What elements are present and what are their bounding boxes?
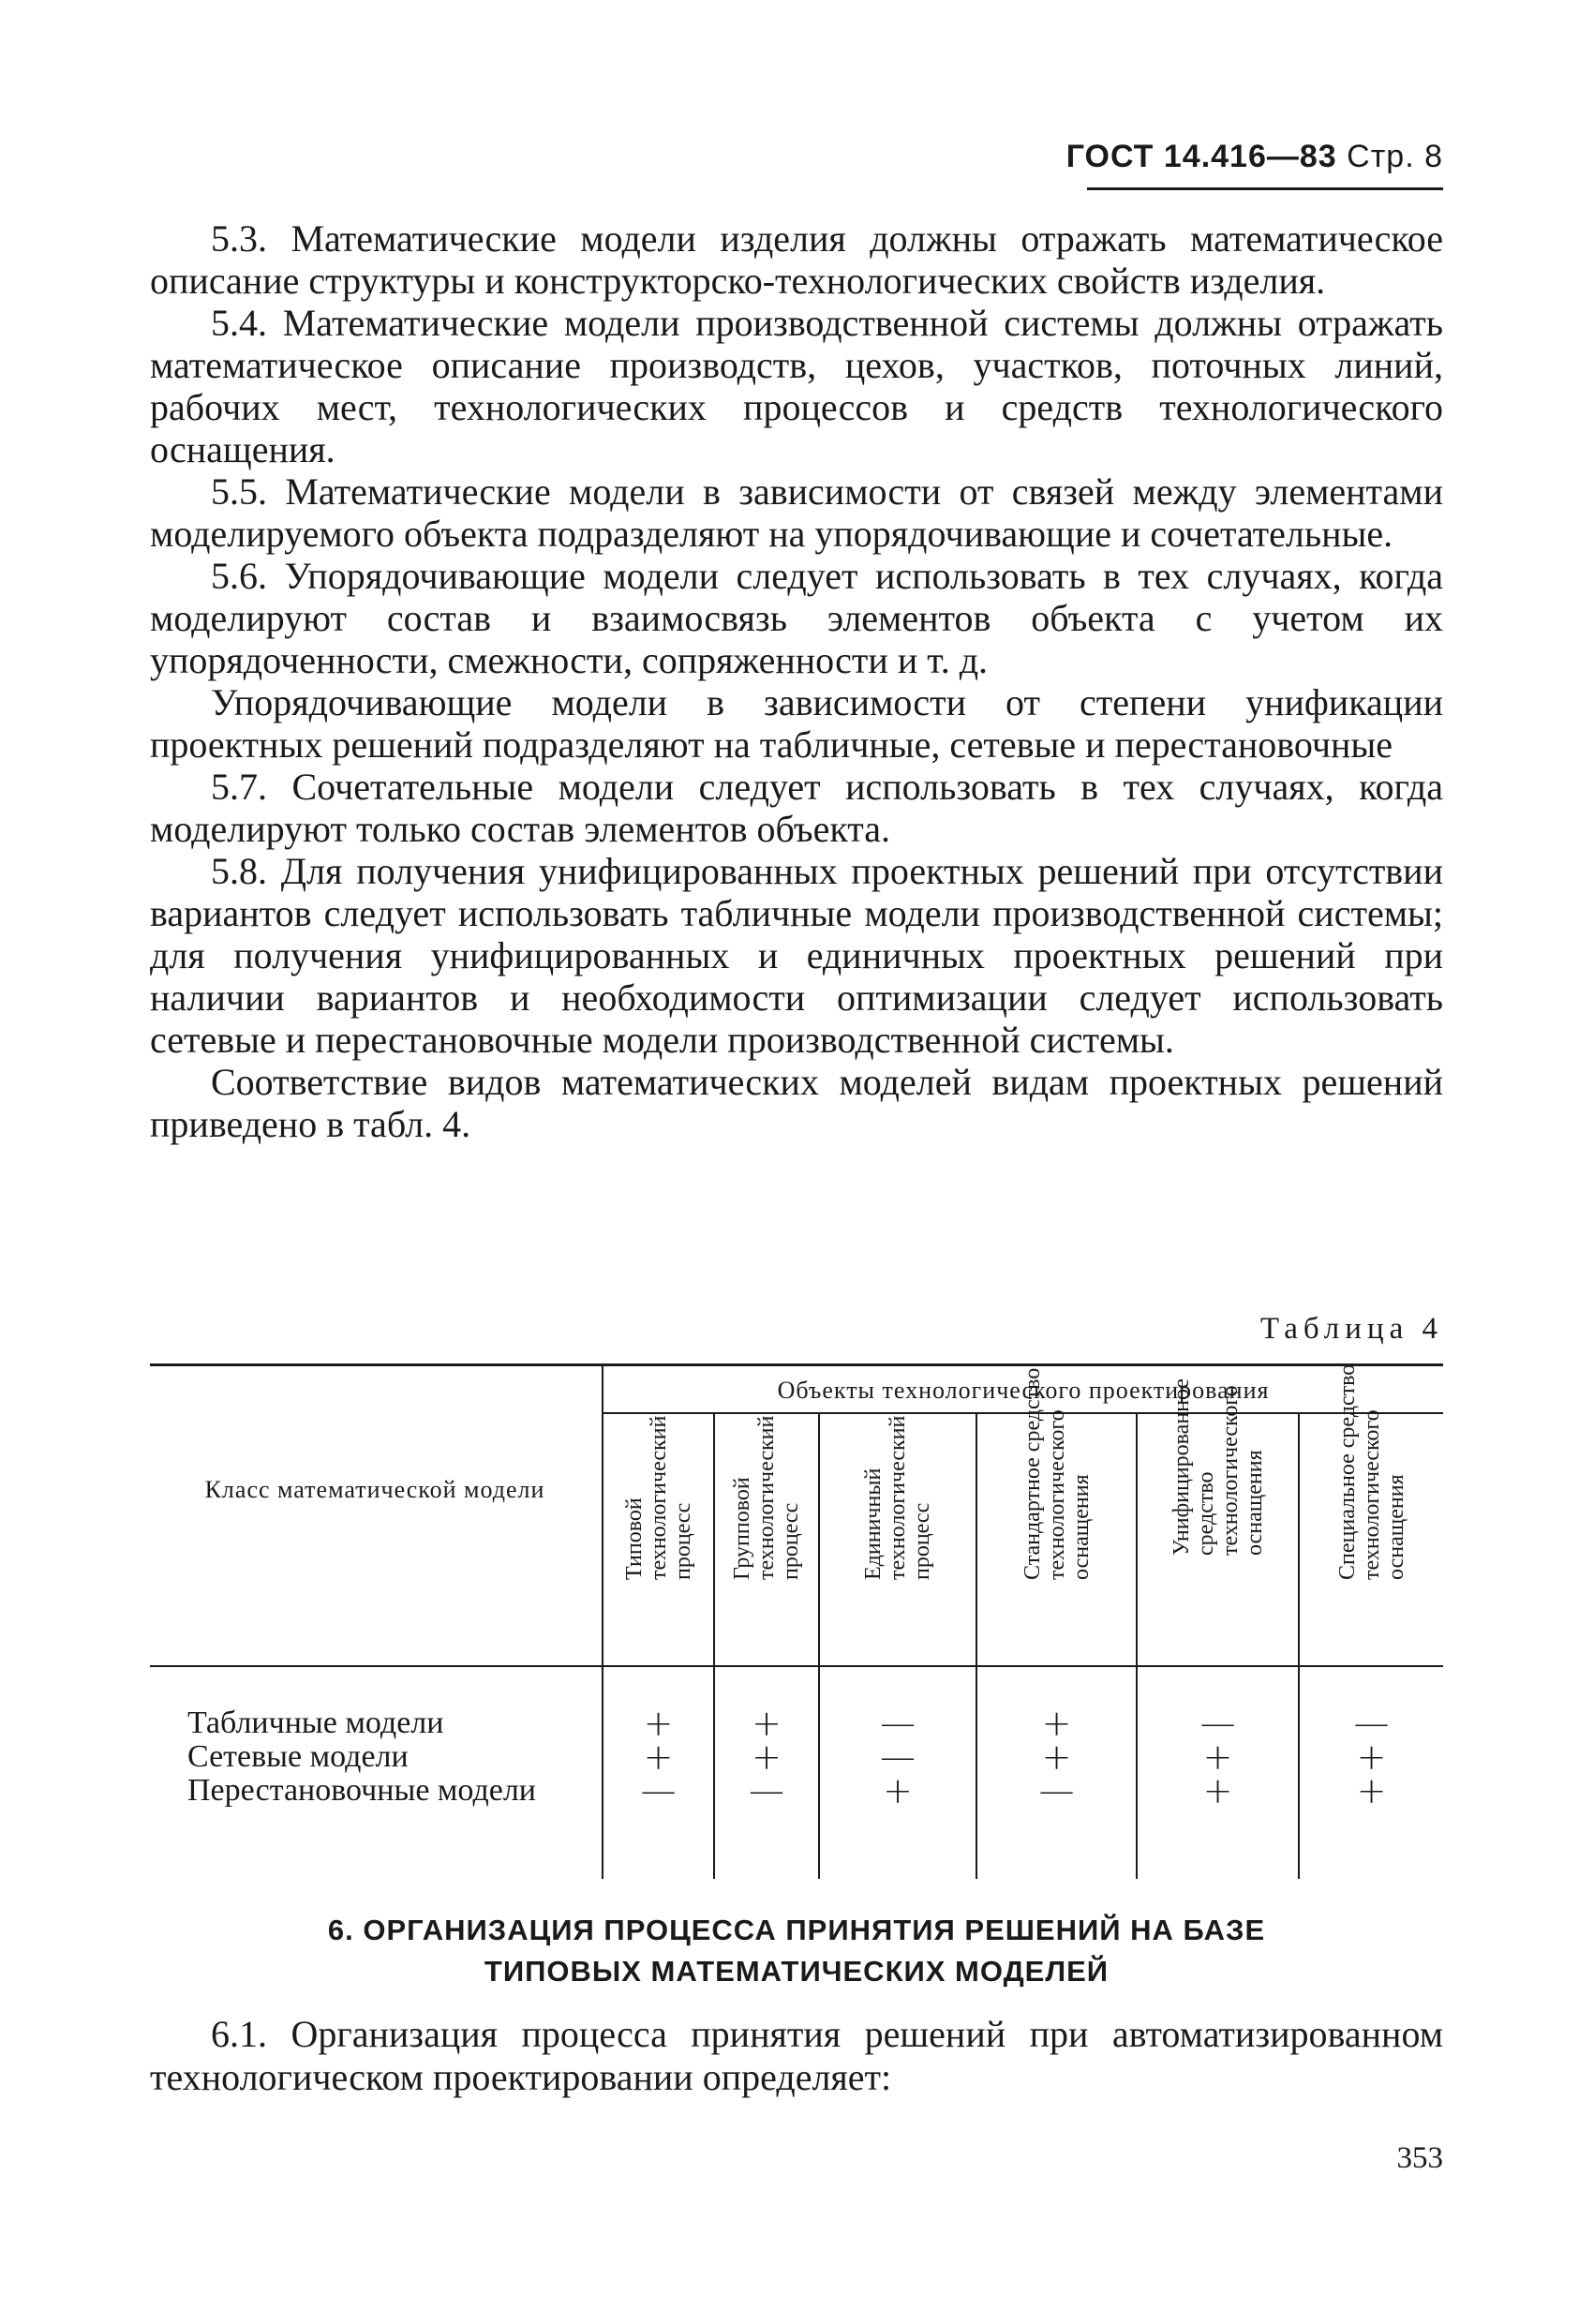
page-label: Стр. 8 xyxy=(1347,139,1443,174)
table-title: Таблица 4 xyxy=(1259,1312,1443,1346)
column-header-text: Единичный технологический процесс xyxy=(861,1415,934,1580)
column-header-text: Групповой технологический процесс xyxy=(730,1415,803,1580)
section-heading xyxy=(150,1910,1443,1992)
column-header-text: Стандартное средство технологического оснащения xyxy=(1020,1367,1094,1580)
paragraph: 5.6. Упорядочивающие модели следует использовать в тех случаях, когда моделируют состав и взаимосвязь элементов объекта с учетом их упорядоченности, смежности, сопряженности и т. д. xyxy=(150,555,1443,681)
row-label: Сетевые модели xyxy=(187,1739,409,1774)
table-cell: + xyxy=(883,1770,913,1811)
table-cell: + xyxy=(643,1703,674,1744)
section-heading-line: ТИПОВЫХ МАТЕМАТИЧЕСКИХ МОДЕЛЕЙ xyxy=(484,1955,1110,1988)
paragraph: 5.3. Математические модели изделия должны отражать математическое описание структуры и конструкторско-технологических свойств изделия. xyxy=(150,217,1443,302)
table-cell: + xyxy=(1041,1736,1072,1778)
column-header xyxy=(1300,1363,1443,1661)
table-cell: — xyxy=(880,1736,916,1778)
table-cell: + xyxy=(1202,1770,1233,1811)
table-cell: + xyxy=(752,1736,782,1778)
paragraph: Упорядочивающие модели в зависимости от степени унификации проектных решений подразделяют на табличные, сетевые и перестановочные xyxy=(150,681,1443,766)
table-cell: — xyxy=(880,1703,916,1744)
column-header xyxy=(1138,1378,1298,1661)
table-4 xyxy=(150,1363,1443,1879)
table-cell: + xyxy=(643,1736,674,1778)
table-cell: + xyxy=(752,1703,782,1744)
header-rule xyxy=(1087,187,1443,190)
column-header xyxy=(715,1415,818,1661)
row-label: Перестановочные модели xyxy=(187,1773,536,1808)
header-bottom-rule xyxy=(150,1665,1443,1667)
paragraph: 5.5. Математические модели в зависимости от связей между элементами моделируемого объекта подразделяют на упорядочивающие и сочетательные. xyxy=(150,470,1443,555)
paragraph: Соответствие видов математических моделей видам проектных решений приведено в табл. 4. xyxy=(150,1061,1443,1145)
table-cell: + xyxy=(1356,1770,1387,1811)
column-header xyxy=(603,1415,713,1661)
document-page xyxy=(150,0,1443,2324)
column-header-text: Специальное средство технологического оснащения xyxy=(1334,1363,1408,1580)
column-header xyxy=(977,1367,1136,1661)
table-cell: — xyxy=(749,1770,784,1811)
table-cell: — xyxy=(640,1770,677,1811)
body-text xyxy=(150,217,1443,1145)
row-label: Табличные модели xyxy=(187,1706,444,1740)
table-cell: — xyxy=(1199,1703,1236,1744)
paragraph: 5.7. Сочетательные модели следует использовать в тех случаях, когда моделируют только состав элементов объекта. xyxy=(150,766,1443,850)
section-text xyxy=(150,2013,1443,2099)
table-cell: — xyxy=(1353,1703,1390,1744)
paragraph: 5.8. Для получения унифицированных проектных решений при отсутствии вариантов следует использовать табличные модели производственной системы; для получения унифицированных и единичных проектных решений при наличии вариантов и необходимости оптимизации следует использовать сетевые и перестановочные модели производственной системы. xyxy=(150,850,1443,1061)
column-header-text: Унифицированное средство технологического оснащения xyxy=(1169,1378,1267,1556)
paragraph: 6.1. Организация процесса принятия решений при автоматизированном технологическом проектировании определяет: xyxy=(150,2013,1443,2098)
standard-number: ГОСТ 14.416—83 xyxy=(1065,139,1337,174)
page-number: 353 xyxy=(1396,2141,1443,2175)
table-cell: + xyxy=(1041,1703,1072,1744)
column-header-text: Типовой технологический процесс xyxy=(621,1415,695,1580)
section-heading-line: 6. ОРГАНИЗАЦИЯ ПРОЦЕССА ПРИНЯТИЯ РЕШЕНИЙ НА БАЗЕ xyxy=(327,1914,1266,1946)
table-cell: + xyxy=(1356,1736,1387,1778)
table-cell: — xyxy=(1038,1770,1075,1811)
column-header xyxy=(820,1415,976,1661)
page-header xyxy=(1066,139,1443,175)
class-column-header: Класс математической модели xyxy=(204,1476,545,1503)
table-cell: + xyxy=(1202,1736,1233,1778)
objects-column-header: Объекты технологического проектирования xyxy=(777,1377,1270,1404)
paragraph: 5.4. Математические модели производственной системы должны отражать математическое описание производств, цехов, участков, поточных линий, рабочих мест, технологических процессов и средств технологического оснащения. xyxy=(150,302,1443,470)
